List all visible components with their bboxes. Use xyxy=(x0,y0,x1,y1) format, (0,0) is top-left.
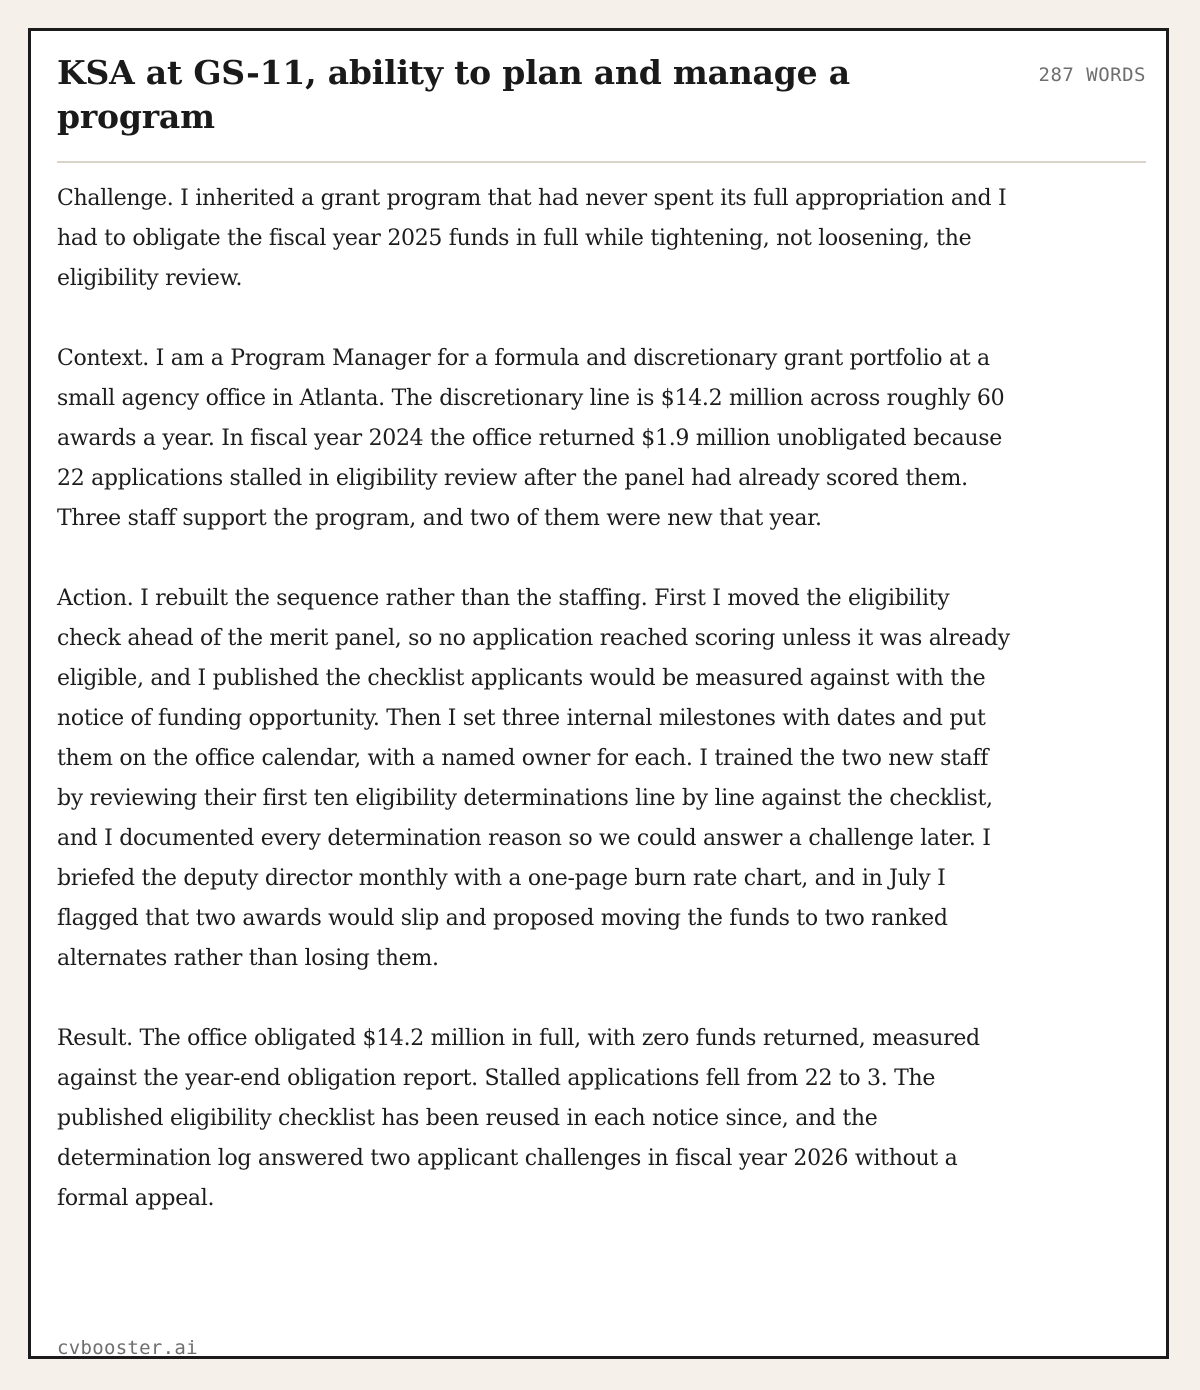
paragraph-challenge: Challenge. I inherited a grant program that had never spent its full appropriation and I had to obligate the fiscal year 2025 funds in full while tightening, not loosening, the eligibility review. xyxy=(57,186,1007,291)
document-body xyxy=(57,179,1017,1259)
document-header xyxy=(57,51,1146,163)
paragraph-context: Context. I am a Program Manager for a formula and discretionary grant portfolio at a small agency office in Atlanta. The discretionary line is $14.2 million across roughly 60 awards a year. In fiscal year 2024 the office returned $1.9 million unobligated because 22 applications stalled in eligibility review after the panel had already scored them. Three staff support the program, and two of them were new that year. xyxy=(57,346,1005,531)
footer-brand: cvbooster.ai xyxy=(57,1337,198,1359)
document-card xyxy=(28,28,1169,1359)
word-count-badge: 287 WORDS xyxy=(1038,64,1146,86)
document-title: KSA at GS-11, ability to plan and manage a program xyxy=(57,53,850,136)
paragraph-result: Result. The office obligated $14.2 million in full, with zero funds returned, measured against the year-end obligation report. Stalled applications fell from 22 to 3. The published eligibility checklist has been reused in each notice since, and the determination log answered two applicant challenges in fiscal year 2026 without a formal appeal. xyxy=(57,1026,980,1211)
paragraph-action: Action. I rebuilt the sequence rather than the staffing. First I moved the eligibility check ahead of the merit panel, so no application reached scoring unless it was already eligible, and I published the checklist applicants would be measured against with the notice of funding opportunity. Then I set three internal milestones with dates and put them on the office calendar, with a named owner for each. I trained the two new staff by reviewing their first ten eligibility determinations line by line against the checklist, and I documented every determination reason so we could answer a challenge later. I briefed the deputy director monthly with a one-page burn rate chart, and in July I flagged that two awards would slip and proposed moving the funds to two ranked alternates rather than losing them. xyxy=(57,586,1010,971)
